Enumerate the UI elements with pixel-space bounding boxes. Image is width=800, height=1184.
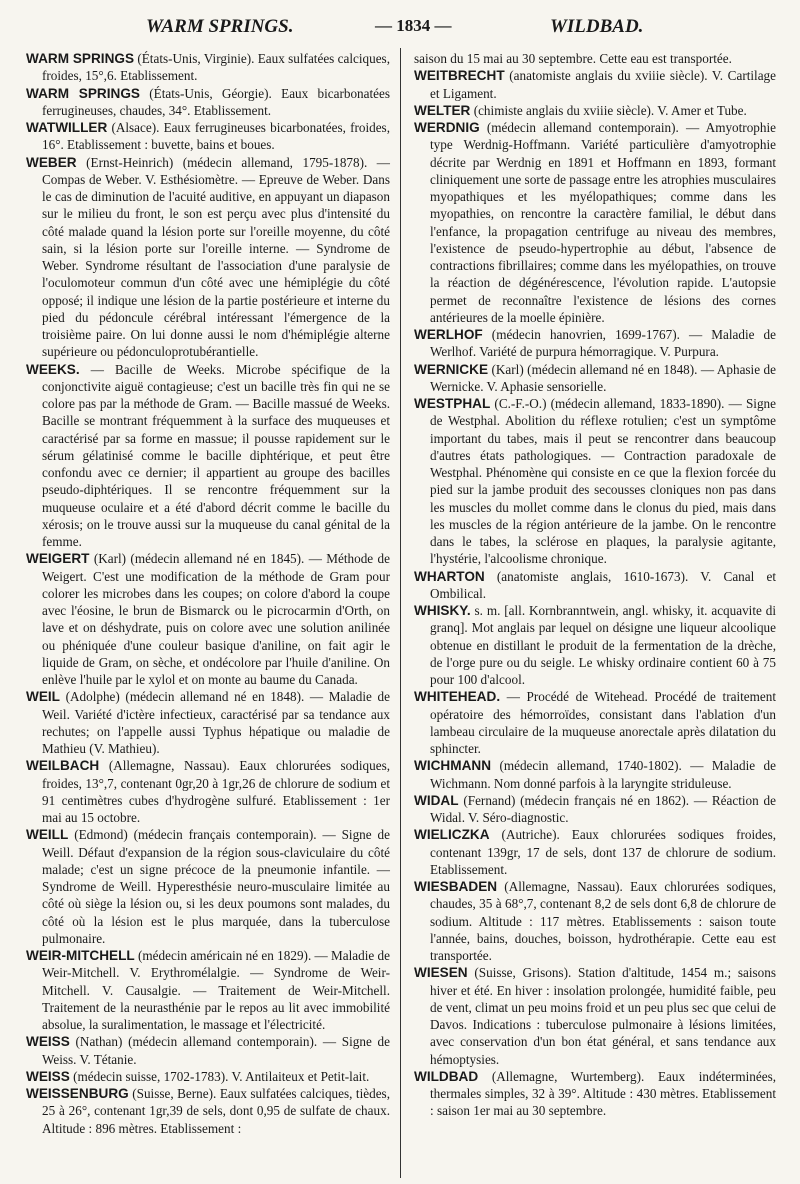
- entry-headword: WEIR-MITCHELL: [26, 948, 135, 963]
- page-number: — 1834 —: [375, 16, 452, 35]
- header-right-word: WILDBAD.: [550, 16, 644, 37]
- entry-headword: WEEKS.: [26, 361, 80, 377]
- column-divider: [400, 48, 401, 1178]
- entry-text: (médecin allemand contemporain). — Amyotrophie type Werdnig-Hoffmann. Variété particulière d'amyotrophie décrite par Werdnig en 1891 et Hoffmann en 1893, formant cliniquement une sorte de passage entre les atrophies musculaires myopathiques et les myélopathiques; comme dans les myopathies, on rencontre la caractère familial, le début dans l'enfance, la propagation centrifuge au niveau des membres, l'existence de pseudo-hypertrophie au début, l'absence de contractions fibrillaires; comme dans les myélopathies, on trouve la réaction de dégénérescence, l'évolution rapide. L'autopsie permet de reconnaître l'existence de lésions des cornes antérieures de la moelle épinière.: [430, 120, 776, 325]
- entry-text: (Ernst-Heinrich) (médecin allemand, 1795-1878). — Compas de Weber. V. Esthésiomètre. — Epreuve de Weber. Dans le cas de diminution de l'acuité auditive, en appuyant un diapason sur le milieu du front, le son est perçu avec plus d'intensité du côté malade quand la lésion porte sur l'oreille moyenne, du côté sain, si la lésion porte sur l'oreille interne. — Syndrome de Weber. Syndrome résultant de l'association d'une paralysie de l'oculomoteur commun d'un côté avec une hémiplégie du côté opposé; il indique une lésion de la partie postérieure et interne du pied du pédoncule cérébral intéressant l'émergence de la troisième paire. On lui donne aussi le nom d'hémiplégie alterne supérieure ou pédonculoprotubérantielle.: [42, 154, 390, 360]
- entry-text: (Edmond) (médecin français contemporain). — Signe de Weill. Défaut d'expansion de la région sous-claviculaire du côté malade; c'est un signe précoce de la pneumonie infantile. — Syndrome de Weill. Hyperesthésie neuro-musculaire limitée au côté où siège la lésion ou, si les deux poumons sont malades, du côté où la lésion est le plus marquée, dans la tuberculose pulmonaire.: [42, 827, 390, 946]
- entry-headword: WARM SPRINGS: [26, 85, 140, 101]
- header-left-word: WARM SPRINGS.: [146, 16, 294, 37]
- entry-text: (Adolphe) (médecin allemand né en 1848). — Maladie de Weil. Variété d'ictère infectieux, caractérisé par sa tendance aux rechutes; on l'appelle aussi Typhus hépatique ou maladie de Mathieu (V. Mathieu).: [42, 689, 390, 756]
- entry-text: (anatomiste anglais du xviiie siècle). V. Cartilage et Ligament.: [430, 68, 776, 101]
- dictionary-entry: [414, 50, 776, 67]
- dictionary-entry: [414, 326, 776, 361]
- dictionary-entry: [414, 792, 776, 827]
- entry-text: (anatomiste anglais, 1610-1673). V. Canal et Ombilical.: [430, 568, 776, 601]
- right-column: [414, 50, 776, 1120]
- entry-text: — Bacille de Weeks. Microbe spécifique de la conjonctivite aiguë contagieuse; c'est un bacille très fin qui ne se colore pas par la méthode de Gram. — Bacille massué de Weeks. Bacille se montrant fréquemment à la surface des muqueuses et caractérisé par sa forme en massue; il pousse rapidement sur le sérum gélatinisé comme le bacille diphtérique, et peut être confondu avec ce dernier; il appartient au groupe des bacilles pseudo-diphtériques. Il se rencontre fréquemment sur la muqueuse oculaire et a été d'abord décrit comme le bacille du xérosis; on le trouve aussi sur la muqueuse du canal génital de la femme.: [42, 361, 390, 549]
- entry-headword: WICHMANN: [414, 758, 492, 774]
- dictionary-entry: [26, 1068, 390, 1085]
- entry-headword: WIDAL: [414, 792, 459, 808]
- entry-text: s. m. [all. Kornbranntwein, angl. whisky, it. acquavite di granq]. Mot anglais par lequel on désigne une liqueur alcoolique obtenue en distillant le produit de la fermentation de la drèche, de l'orge pure ou du seigle. Le whisky ordinaire contient 60 à 75 pour 100 d'alcool.: [430, 603, 776, 687]
- dictionary-entry: [26, 119, 390, 154]
- entry-headword: WERNICKE: [414, 361, 489, 377]
- entry-text: (États-Unis, Géorgie). Eaux bicarbonatées ferrugineuses, chaudes, 34°. Etablissement.: [42, 85, 391, 118]
- running-header: [0, 16, 800, 46]
- dictionary-entry: [414, 602, 776, 688]
- dictionary-entry: [26, 757, 390, 826]
- entry-text: (Karl) (médecin allemand né en 1848). — Aphasie de Wernicke. V. Aphasie sensorielle.: [430, 361, 776, 394]
- dictionary-entry: [414, 568, 776, 603]
- dictionary-entry: [414, 67, 776, 102]
- entry-headword: WEILL: [26, 827, 69, 843]
- entry-text: (médecin allemand, 1740-1802). — Maladie de Wichmann. Nom donné parfois à la laryngite striduleuse.: [430, 758, 776, 791]
- entry-text: (Allemagne, Nassau). Eaux chlorurées sodiques, froides, 13°,7, contenant 0gr,20 à 1gr,26 de chlorure de sodium et 91 centimètres cubes d'hydrogène sulfuré. Etablissement : 1er mai au 15 octobre.: [42, 758, 390, 825]
- dictionary-entry: [414, 361, 776, 396]
- entry-text: (Allemagne, Nassau). Eaux chlorurées sodiques, chaudes, 35 à 68°,7, contenant 8,2 de sels dont 6,8 de chlorure de sodium. Altitude : 117 mètres. Etablissements : saison toute l'année, bains, douches, boisson, hydrothérapie. Cette eau est transportée.: [430, 879, 776, 963]
- entry-headword: WHISKY.: [414, 603, 471, 618]
- entry-text: (Allemagne, Wurtemberg). Eaux indéterminées, thermales simples, 32 à 39°. Altitude : 430 mètres. Etablissement : saison 1er mai au 30 septembre.: [430, 1068, 776, 1119]
- entry-text: (chimiste anglais du xviiie siècle). V. Amer et Tube.: [470, 102, 747, 118]
- entry-text: (médecin suisse, 1702-1783). V. Antilaiteux et Petit-lait.: [69, 1068, 370, 1084]
- entry-headword: WIESEN: [414, 965, 468, 981]
- entry-text: (médecin américain né en 1829). — Maladie de Weir-Mitchell. V. Erythromélalgie. — Syndrome de Weir-Mitchell. V. Causalgie. — Traitement de Weir-Mitchell. Traitement de la neurasthénie par le repos au lit avec immobilité absolue, la suralimentation, le massage et l'électricité.: [42, 948, 390, 1032]
- entry-headword: WHITEHEAD.: [414, 689, 501, 705]
- entry-headword: WERDNIG: [414, 120, 480, 135]
- entry-headword: WEISS: [26, 1068, 70, 1084]
- entry-headword: WEITBRECHT: [414, 68, 505, 84]
- dictionary-entry: [414, 1068, 776, 1120]
- dictionary-entry: [26, 1033, 390, 1068]
- entry-headword: WIESBADEN: [414, 879, 498, 894]
- dictionary-entry: [26, 688, 390, 757]
- entry-headword: WEBER: [26, 154, 77, 170]
- dictionary-entry: [26, 550, 390, 688]
- entry-headword: WEIL: [26, 689, 60, 705]
- entry-headword: WEISSENBURG: [26, 1086, 129, 1101]
- entry-text: (Suisse, Berne). Eaux sulfatées calciques, tièdes, 25 à 26°, contenant 1gr,39 de sels, dont 0,95 de sulfate de chaux. Altitude : 896 mètres. Etablissement :: [42, 1086, 390, 1136]
- dictionary-entry: [26, 1085, 390, 1137]
- entry-text: (Autriche). Eaux chlorurées sodiques froides, contenant 139gr, 17 de sels, dont 137 de chlorure de sodium. Etablissement.: [430, 827, 776, 877]
- dictionary-entry: [414, 878, 776, 964]
- dictionary-entry: [414, 119, 776, 326]
- dictionary-entry: [26, 85, 390, 120]
- left-column: [26, 50, 390, 1137]
- entry-headword: WEISS: [26, 1034, 70, 1050]
- entry-headword: WEIGERT: [26, 551, 90, 567]
- entry-text: (Alsace). Eaux ferrugineuses bicarbonatées, froides, 16°. Etablissement : buvette, bains et boues.: [42, 120, 390, 153]
- entry-headword: WERLHOF: [414, 327, 483, 342]
- dictionary-entry: [26, 947, 390, 1033]
- dictionary-entry: [414, 757, 776, 792]
- entry-text: (C.-F.-O.) (médecin allemand, 1833-1890). — Signe de Westphal. Abolition du réflexe rotulien; c'est un symptôme important du tabes, mais il peut se rencontrer dans beaucoup d'autres états pathologiques. — Contraction paradoxale de Westphal. Phénomène qui consiste en ce que la flexion forcée du pied sur la jambe produit des secousses cloniques non pas dans les muscles du mollet comme dans le clonus du pied, mais dans les muscles de la région antérieure de la jambe. On le rencontre dans le tabes, la sclérose en plaques, la paralysie agitante, l'hystérie, l'alcoolisme chronique.: [430, 396, 776, 567]
- entry-text: (médecin hanovrien, 1699-1767). — Maladie de Werlhof. Variété de purpura hémorragique. V. Purpura.: [430, 327, 776, 360]
- dictionary-entry: [26, 154, 390, 361]
- entry-text: (Suisse, Grisons). Station d'altitude, 1454 m.; saisons hiver et été. En hiver : insolation prolongée, humidité faible, peu de vent, climat un peu moins froid et un peu plus sec que celui de Davos. Indications : tuberculose pulmonaire à lésions limitées, avec conservation d'un bon état général, et sans tendance aux hémoptysies.: [430, 965, 776, 1067]
- dictionary-entry: [26, 361, 390, 551]
- entry-text: (Fernand) (médecin français né en 1862). — Réaction de Widal. V. Séro-diagnostic.: [430, 792, 776, 825]
- dictionary-entry: [414, 395, 776, 568]
- dictionary-entry: [414, 688, 776, 757]
- entry-text: (Karl) (médecin allemand né en 1845). — Méthode de Weigert. C'est une modification de la méthode de Gram pour colorer les microbes dans les coupes; on colore d'abord la coupe avec l'éosine, le brun de Bismarck ou le picrocarmin d'Orth, on lave et on déshydrate, puis on colore avec une solution anilinée ou phéniquée d'une couleur basique d'aniline, on fait agir le liquide de Gram, on sèche, et ondécolore par l'huile d'aniline. On enlève l'huile par le xylol et on monte au baume du Canada.: [42, 551, 390, 687]
- entry-text: (États-Unis, Virginie). Eaux sulfatées calciques, froides, 15°,6. Etablissement.: [42, 51, 390, 84]
- dictionary-entry: [414, 102, 776, 119]
- dictionary-entry: [26, 50, 390, 85]
- entry-headword: WIELICZKA: [414, 827, 490, 843]
- entry-headword: WESTPHAL: [414, 396, 491, 411]
- entry-headword: WELTER: [414, 102, 471, 118]
- entry-headword: WARM SPRINGS: [26, 51, 135, 66]
- entry-headword: WILDBAD: [414, 1068, 479, 1084]
- entry-headword: WATWILLER: [26, 120, 108, 135]
- entry-text: (Nathan) (médecin allemand contemporain). — Signe de Weiss. V. Tétanie.: [42, 1034, 390, 1067]
- entry-headword: WHARTON: [414, 568, 485, 584]
- entry-text: saison du 15 mai au 30 septembre. Cette eau est transportée.: [414, 51, 732, 66]
- entry-headword: WEILBACH: [26, 758, 100, 774]
- dictionary-entry: [414, 964, 776, 1068]
- entry-text: — Procédé de Witehead. Procédé de traitement opératoire des hémorroïdes, consistant dans l'ablation d'un lambeau circulaire de la muqueuse anorectale après dilatation du sphincter.: [430, 689, 776, 756]
- dictionary-entry: [26, 826, 390, 947]
- dictionary-entry: [414, 826, 776, 878]
